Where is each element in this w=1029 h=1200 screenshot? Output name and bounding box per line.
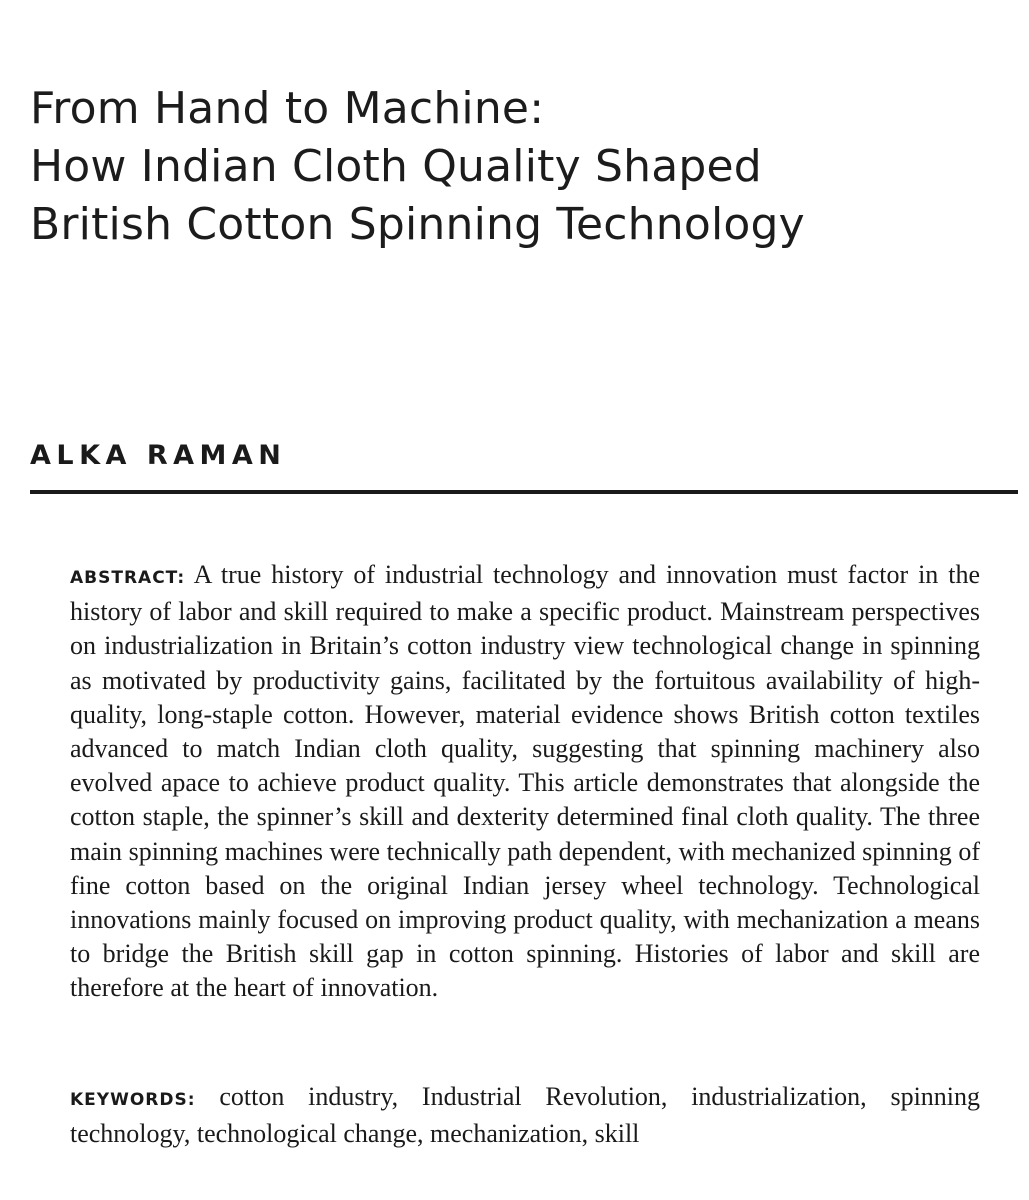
abstract-label: ABSTRACT: (70, 568, 186, 588)
abstract-text: A true history of industrial technology and innovation must factor in the history of labor and skill required to make a specific product. Mainstream perspectives on industrialization in Britain’s cotton industry view technological change in spinning as motivated by productivity gains, facilitated by the fortuitous availability of high-quality, long-staple cotton. However, material evidence shows British cotton textiles advanced to match Indian cloth quality, suggesting that spinning machinery also evolved apace to achieve product quality. This article demonstrates that alongside the cotton staple, the spinner’s skill and dexterity determined final cloth quality. The three main spinning machines were technically path dependent, with mechanized spinning of fine cotton based on the original Indian jersey wheel technology. Technological innovations mainly focused on improving product quality, with mechanization a means to bridge the British skill gap in cotton spinning. Histories of labor and skill are therefore at the heart of innovation. (70, 560, 980, 1003)
title-line-3: British Cotton Spinning Technology (30, 199, 805, 250)
keywords-paragraph (70, 1080, 980, 1151)
author-divider (30, 490, 1018, 494)
author-name: ALKA RAMAN (30, 440, 287, 471)
title-line-1: From Hand to Machine: (30, 83, 545, 134)
keywords-text: cotton industry, Industrial Revolution, industrialization, spinning technology, technological change, mechanization, skill (70, 1082, 981, 1149)
abstract-paragraph (70, 558, 980, 1006)
title-line-2: How Indian Cloth Quality Shaped (30, 141, 762, 192)
keywords-label: KEYWORDS: (70, 1090, 196, 1110)
article-title (30, 80, 990, 254)
